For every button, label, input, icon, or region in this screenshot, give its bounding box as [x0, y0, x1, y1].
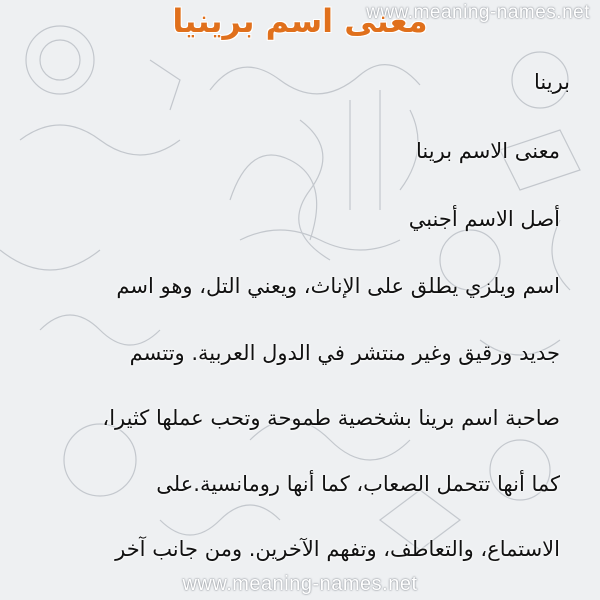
paragraph-line: صاحبة اسم برينا بشخصية طموحة وتحب عملها كثيرا، [102, 406, 560, 430]
paragraph-line: كما أنها تتحمل الصعاب، كما أنها رومانسية.على [156, 472, 560, 496]
paragraph-line: اسم ويلزي يطلق على الإناث، ويعني التل، وهو اسم [116, 274, 560, 298]
paragraph-line: الاستماع، والتعاطف، وتفهم الآخرين. ومن جانب آخر [115, 537, 560, 561]
name-text: برينا [533, 70, 570, 94]
paragraph-line: جديد ورقيق وغير منتشر في الدول العربية. وتتسم [129, 341, 560, 365]
site-url-top: www.meaning-names.net [366, 2, 590, 23]
meaning-heading: معنى الاسم برينا [416, 139, 560, 163]
origin-text: أصل الاسم أجنبي [408, 207, 560, 231]
page-title: معنى اسم برينيا [172, 2, 428, 40]
site-url-bottom[interactable]: www.meaning-names.net [182, 573, 418, 595]
